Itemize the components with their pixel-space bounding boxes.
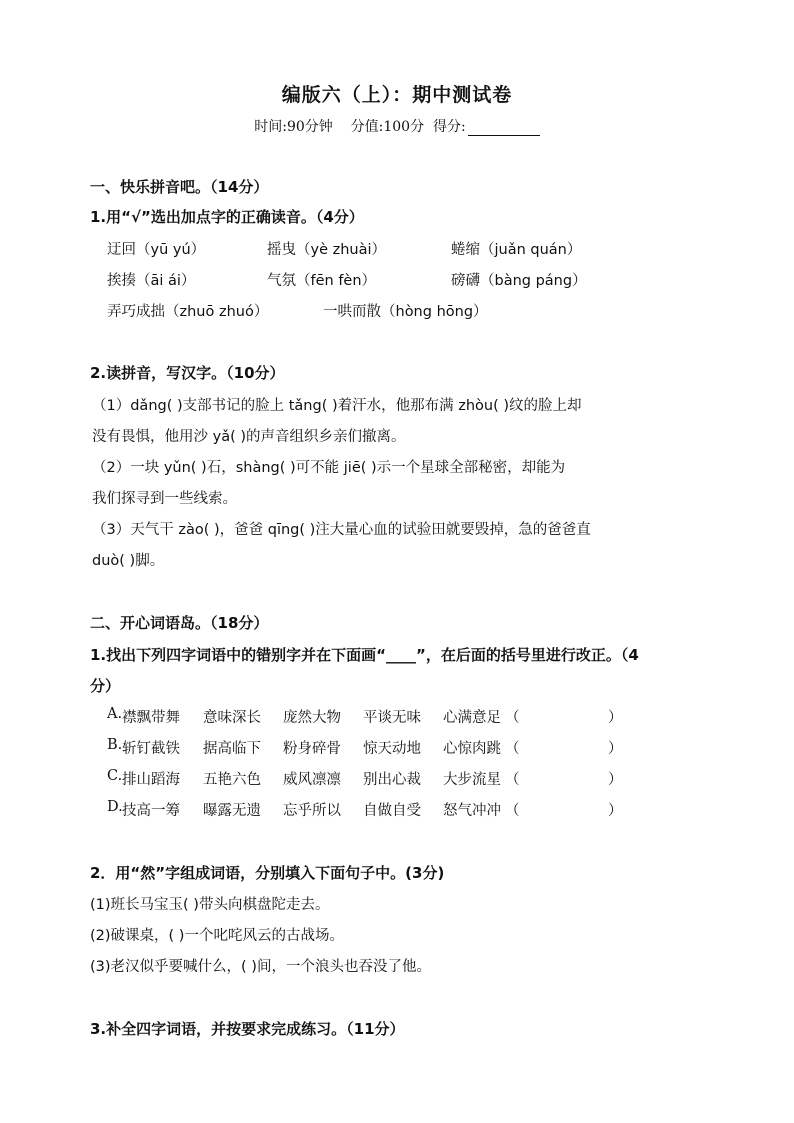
s1-q1-item: 一哄而散（hòng hōng） bbox=[323, 304, 488, 320]
s1-q2-line: （3）天气干 zào( )，爸爸 qīng( )注大量心血的试验田就要毁掉，急的爸爸直 bbox=[92, 522, 591, 538]
s1-q1-item: 磅礴（bàng páng） bbox=[451, 273, 587, 289]
word: 别出心裁 bbox=[363, 772, 421, 788]
page-title: 编版六（上）：期中测试卷 bbox=[281, 84, 513, 106]
exam-score-total: 分值:100分 bbox=[350, 119, 425, 135]
s1-q2-line: 没有畏惧，他用沙 yǎ( )的声音组织乡亲们撤离。 bbox=[92, 429, 406, 445]
s2-q2-prompt: 2．用“然”字组成词语，分别填入下面句子中。(3分) bbox=[90, 864, 445, 882]
word: 襟飘带舞 bbox=[122, 710, 180, 726]
word: 排山蹈海 bbox=[122, 772, 180, 788]
row-letter: A. bbox=[107, 706, 123, 722]
word: 意味深长 bbox=[203, 710, 261, 726]
s1-q1-item: 蜷缩（juǎn quán） bbox=[451, 242, 582, 258]
word: 惊天动地 bbox=[363, 741, 421, 757]
s1-q2-line: （2）一块 yǔn( )石，shàng( )可不能 jiē( )示一个星球全部秘密，却能为 bbox=[92, 460, 566, 476]
word: 曝露无遗 bbox=[203, 803, 261, 819]
word: 五艳六色 bbox=[203, 772, 261, 788]
word: 忘乎所以 bbox=[283, 803, 341, 819]
word: 怒气冲冲 bbox=[443, 803, 501, 819]
s1-q2-prompt: 2.读拼音，写汉字。（10分） bbox=[90, 364, 285, 382]
word: 心惊肉跳 bbox=[443, 741, 501, 757]
paren-close: ） bbox=[608, 772, 623, 788]
row-letter: D. bbox=[107, 799, 123, 815]
word: 粉身碎骨 bbox=[283, 741, 341, 757]
s2-q2-line: (3)老汉似乎要喊什么，( )间，一个浪头也吞没了他。 bbox=[90, 959, 431, 975]
paren-open: （ bbox=[505, 803, 520, 819]
word: 平谈无味 bbox=[363, 710, 421, 726]
s1-q2-line: duò( )脚。 bbox=[92, 553, 165, 569]
section1-heading: 一、快乐拼音吧。（14分） bbox=[90, 178, 269, 196]
paren-open: （ bbox=[505, 741, 520, 757]
word: 据高临下 bbox=[203, 741, 261, 757]
s1-q1-item: 挨揍（āi ái） bbox=[107, 273, 196, 289]
s2-q1-prompt-cont: 分） bbox=[90, 677, 121, 695]
word: 心满意足 bbox=[443, 710, 501, 726]
s1-q1-item: 气氛（fēn fèn） bbox=[267, 273, 377, 289]
section2-heading: 二、开心词语岛。（18分） bbox=[90, 614, 269, 632]
row-letter: C. bbox=[107, 768, 123, 784]
s1-q1-prompt: 1.用“√”选出加点字的正确读音。（4分） bbox=[90, 208, 364, 226]
s1-q2-line: 我们探寻到一些线索。 bbox=[92, 491, 237, 507]
paren-close: ） bbox=[608, 741, 623, 757]
word: 庞然大物 bbox=[283, 710, 341, 726]
row-letter: B. bbox=[107, 737, 123, 753]
s2-q3-prompt: 3.补全四字词语，并按要求完成练习。（11分） bbox=[90, 1020, 405, 1038]
word: 大步流星 bbox=[443, 772, 501, 788]
paren-close: ） bbox=[608, 710, 623, 726]
score-blank[interactable] bbox=[468, 121, 540, 136]
s1-q1-item: 摇曳（yè zhuài） bbox=[267, 242, 387, 258]
s2-q2-line: (1)班长马宝玉( )带头向棋盘陀走去。 bbox=[90, 897, 330, 913]
paren-open: （ bbox=[505, 710, 520, 726]
exam-meta bbox=[0, 116, 794, 136]
exam-time: 时间:90分钟 bbox=[254, 119, 333, 135]
word: 自做自受 bbox=[363, 803, 421, 819]
word: 威风凛凛 bbox=[283, 772, 341, 788]
s1-q1-item: 弄巧成拙（zhuō zhuó） bbox=[107, 304, 269, 320]
s1-q2-line: （1）dǎng( )支部书记的脸上 tǎng( )着汗水，他那布满 zhòu( )纹的脸上却 bbox=[92, 398, 582, 414]
exam-score-label: 得分: bbox=[432, 119, 466, 135]
word: 技高一筹 bbox=[122, 803, 180, 819]
word: 斩钉截铁 bbox=[122, 741, 180, 757]
s1-q1-item: 迂回（yū yú） bbox=[107, 242, 206, 258]
paren-close: ） bbox=[608, 803, 623, 819]
paren-open: （ bbox=[505, 772, 520, 788]
s2-q1-prompt: 1.找出下列四字词语中的错别字并在下面画“____”，在后面的括号里进行改正。（4 bbox=[90, 646, 639, 664]
s2-q2-line: (2)破课桌，( )一个叱咤风云的古战场。 bbox=[90, 928, 344, 944]
